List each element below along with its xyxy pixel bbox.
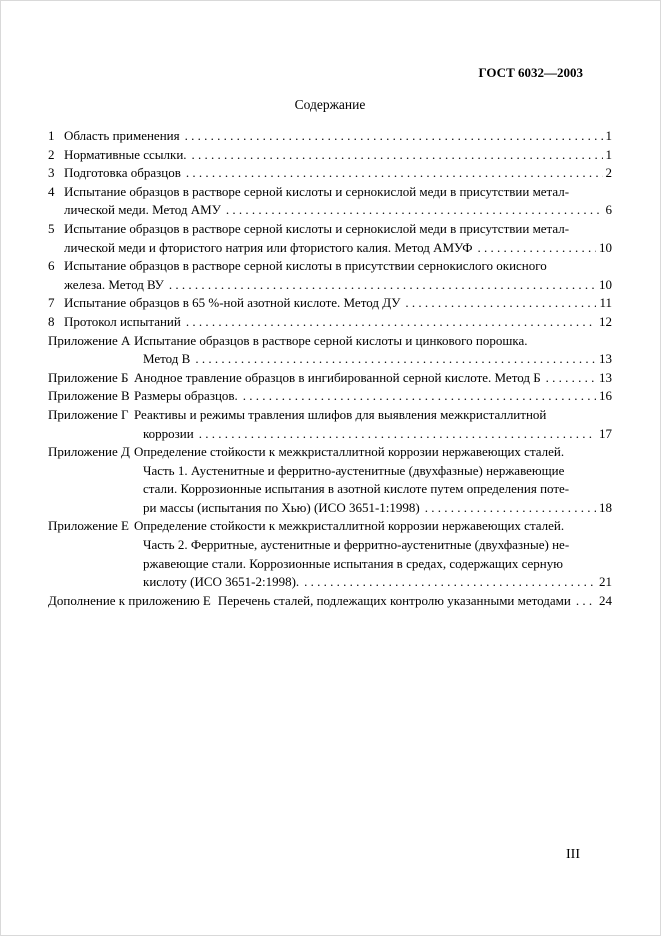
toc-entry-text — [134, 443, 612, 517]
toc-entry-text — [134, 517, 612, 591]
toc-entry-text — [64, 257, 612, 294]
toc-entry-line: Нормативные ссылки. — [64, 146, 187, 162]
toc-entry — [48, 387, 612, 406]
dot-leader — [186, 164, 603, 183]
toc-entry-label: 3 — [48, 165, 55, 181]
dot-leader — [169, 276, 596, 295]
toc-entry-line: Область применения — [64, 128, 180, 143]
toc-entry-lastline — [64, 313, 612, 332]
toc-entry-text — [64, 183, 612, 220]
toc-entry-label: Приложение Е — [48, 518, 129, 534]
dot-leader — [304, 573, 596, 592]
dot-leader — [199, 425, 596, 444]
toc-entry-page: 13 — [599, 369, 612, 385]
toc-entry-label: 7 — [48, 295, 55, 311]
toc-entry-lastline — [64, 201, 612, 220]
dot-leader — [185, 127, 603, 146]
toc-entry-page: 10 — [599, 239, 612, 255]
toc-entry-line: Испытание образцов в растворе серной кислоты и цинкового порошка. — [134, 332, 528, 348]
toc-entry-page: 16 — [599, 388, 612, 404]
toc-entry-text — [218, 592, 612, 611]
toc-entry-line: коррозии — [143, 425, 194, 441]
toc-entry-line: ржавеющие стали. Коррозионные испытания в средах, содержащих серную — [143, 555, 563, 571]
toc-entry-lastline — [64, 127, 612, 146]
toc-entry — [48, 220, 612, 257]
toc-entry-line: Часть 1. Аустенитные и ферритно-аустенитные (двухфазные) нержавеющие — [143, 462, 565, 478]
dot-leader — [405, 294, 596, 313]
toc-entry-label: 6 — [48, 258, 55, 274]
toc-entry-page: 21 — [599, 574, 612, 590]
toc-entry-line: Метод В — [143, 351, 191, 367]
toc-entry-lastline — [134, 369, 612, 388]
toc-entry-text — [64, 146, 612, 165]
toc-entry-lastline — [64, 239, 612, 258]
toc-entry-lastline — [134, 425, 612, 444]
toc-entry — [48, 369, 612, 388]
toc-entry-page: 18 — [599, 499, 612, 515]
toc-entry — [48, 164, 612, 183]
dot-leader — [226, 201, 603, 220]
toc-list — [48, 127, 612, 610]
toc-entry-text — [134, 332, 612, 369]
toc-entry-label: 4 — [48, 183, 55, 199]
toc-entry-text — [134, 406, 612, 443]
toc-entry-lastline — [134, 350, 612, 369]
toc-entry-line: Часть 2. Ферритные, аустенитные и ферритно-аустенитные (двухфазные) не- — [143, 537, 570, 553]
toc-entry — [48, 183, 612, 220]
toc-entry-line: Испытание образцов в растворе серной кислоты и сернокислой меди в присутствии метал- — [64, 220, 570, 236]
toc-entry-label: Приложение Д — [48, 444, 130, 460]
toc-entry — [48, 257, 612, 294]
page-title: Содержание — [294, 97, 366, 112]
toc-entry-label: Приложение В — [48, 388, 130, 404]
toc-entry — [48, 294, 612, 313]
toc-entry-line: лической меди и фтористого натрия или фтористого калия. Метод АМУФ — [64, 239, 473, 255]
dot-leader — [546, 369, 596, 388]
toc-entry-label: 8 — [48, 313, 55, 329]
toc-entry-page: 12 — [599, 313, 612, 329]
toc-entry-label: 5 — [48, 220, 55, 236]
toc-entry — [48, 406, 612, 443]
toc-entry-text — [64, 313, 612, 332]
dot-leader — [192, 146, 603, 165]
toc-entry-page: 10 — [599, 276, 612, 292]
dot-leader — [243, 387, 596, 406]
toc-entry — [48, 443, 612, 517]
toc-entry-text — [64, 294, 612, 313]
page-number: III — [566, 847, 580, 862]
toc-entry-lastline — [218, 592, 612, 611]
toc-entry-line: Анодное травление образцов в ингибированной серной кислоте. Метод Б — [134, 369, 541, 385]
toc-entry — [48, 127, 612, 146]
toc-entry-line: ри массы (испытания по Хью) (ИСО 3651-1:1998) — [143, 499, 420, 515]
toc-entry-line: Размеры образцов. — [134, 388, 238, 404]
toc-entry-lastline — [134, 499, 612, 518]
toc-entry-page: 1 — [605, 128, 612, 143]
toc-entry-line: Реактивы и режимы травления шлифов для выявления межкристаллитной — [134, 406, 547, 422]
toc-entry-line: Определение стойкости к межкристаллитной коррозии нержавеющих сталей. — [134, 518, 565, 534]
toc-entry-label: Приложение Б — [48, 369, 129, 385]
toc-entry-text — [64, 220, 612, 257]
toc-entry-line: железа. Метод ВУ — [64, 276, 164, 292]
dot-leader — [576, 592, 596, 611]
toc-entry-lastline — [134, 573, 612, 592]
dot-leader — [195, 350, 596, 369]
toc-entry-label: Приложение А — [48, 332, 131, 348]
toc-entry-page: 6 — [605, 202, 612, 218]
toc-entry — [48, 313, 612, 332]
toc-entry-line: кислоту (ИСО 3651-2:1998). — [143, 574, 300, 590]
toc-entry-page: 17 — [599, 425, 612, 441]
dot-leader — [478, 239, 596, 258]
toc-entry — [48, 592, 612, 611]
toc-entry-line: Определение стойкости к межкристаллитной коррозии нержавеющих сталей. — [134, 444, 565, 460]
toc-entry-lastline — [64, 146, 612, 165]
toc-entry-label: 1 — [48, 128, 55, 143]
toc-entry-page: 2 — [605, 165, 612, 181]
toc-entry — [48, 332, 612, 369]
toc-entry — [48, 146, 612, 165]
toc-entry-label: 2 — [48, 146, 55, 162]
toc-entry-line: Испытание образцов в растворе серной кислоты и сернокислой меди в присутствии метал- — [64, 183, 570, 199]
toc-entry-page: 13 — [599, 351, 612, 367]
toc-entry-text — [64, 127, 612, 146]
toc-entry-line: лической меди. Метод АМУ — [64, 202, 221, 218]
toc-entry-line: Испытание образцов в 65 %-ной азотной кислоте. Метод ДУ — [64, 295, 401, 311]
toc-entry-lastline — [64, 294, 612, 313]
page-content — [1, 65, 660, 610]
toc-entry-text — [134, 387, 612, 406]
toc-entry-line: стали. Коррозионные испытания в азотной кислоте путем определения поте- — [143, 481, 570, 497]
toc-entry-page: 24 — [599, 592, 612, 608]
toc-entry-line: Подготовка образцов — [64, 165, 181, 181]
toc-entry-text — [134, 369, 612, 388]
dot-leader — [425, 499, 596, 518]
toc-entry-label: Приложение Г — [48, 406, 129, 422]
toc-entry-page: 1 — [605, 146, 612, 162]
toc-entry-line: Испытание образцов в растворе серной кислоты в присутствии сернокислого окисного — [64, 258, 547, 274]
toc-entry-lastline — [64, 164, 612, 183]
document-code: ГОСТ 6032—2003 — [478, 65, 583, 80]
toc-entry-label: Дополнение к приложению Е — [48, 592, 211, 608]
toc-entry-text — [64, 164, 612, 183]
toc-entry-lastline — [134, 387, 612, 406]
toc-entry-line: Перечень сталей, подлежащих контролю указанными методами — [217, 592, 571, 608]
toc-entry-page: 11 — [599, 295, 612, 311]
dot-leader — [186, 313, 596, 332]
toc-entry-line: Протокол испытаний — [64, 313, 181, 329]
toc-entry-lastline — [64, 276, 612, 295]
toc-entry — [48, 517, 612, 591]
